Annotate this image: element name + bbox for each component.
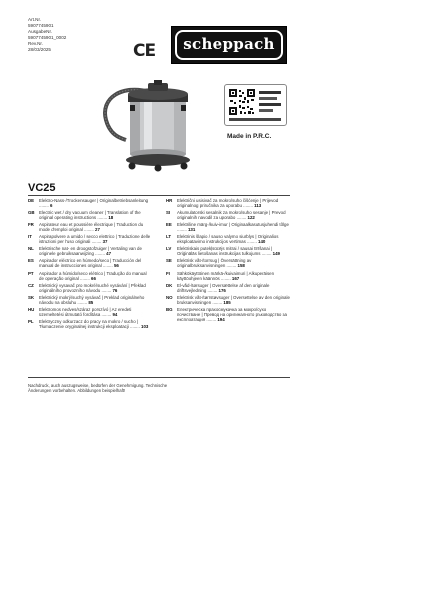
divider-bottom <box>28 377 290 378</box>
document-meta <box>28 17 66 54</box>
language-list-left <box>28 198 152 331</box>
footer-note: Nachdruck, auch auszugsweise, bedürfen der Genehmigung. Technische Änderungen vorbehalten. Abbildungen beispielhaft! <box>28 383 168 394</box>
qr-code-icon <box>225 85 286 125</box>
language-entry: IT Aspirapolvere a umido / secco elettrico | Traduzione delle istruzioni per l'uso originali ........ 37 <box>28 234 151 245</box>
language-entry: GB Electric wet / dry vacuum cleaner | Translation of the original operating instructions ........ 18 <box>28 210 141 221</box>
language-entry: LT Elektrinis šlapio / sauso valymo siurblys | Originalios eksploatavimo instrukcijos vertimas ........ 140 <box>166 234 279 245</box>
brand-name: scheppach <box>183 35 275 53</box>
language-entry: FR Aspirateur eau et poussière électrique | Traduction du mode d'emploi original ........ 27 <box>28 222 144 233</box>
qr-code-box <box>224 84 287 126</box>
language-entry: NL Elektrische nat- en droogstofzuiger | Vertaling van de originele gebruiksaanwijzing ........ 47 <box>28 246 142 257</box>
made-in-label: Made in P.R.C. <box>227 133 272 140</box>
language-entry: ES Aspirador eléctrico en húmedo/seco | Traducción del manual de instrucciones original ........ 56 <box>28 258 142 269</box>
language-entry: CZ Elektrický vysavač pro mokré/suché vysávání | Překlad originálního provozního návodu ........ 76 <box>28 282 146 293</box>
model-title: VC25 <box>28 182 56 194</box>
language-entry: SE Elektrisk våt-/torrsug | Översättning av originalbruksanvisningen ........ 158 <box>166 258 252 269</box>
language-entry: NO Elektrisk våt-/tørrstøvsuger | Oversettelse av den originale bruksanvisningen ........ 185 <box>166 294 290 305</box>
language-entry: PT Aspirador a húmido/seco elétrico | Tradução do manual de operação original ........ 66 <box>28 270 147 281</box>
ce-mark: CE <box>133 41 156 61</box>
language-entry: FI Sähkökäyttöinen märkä-/kuivaimuri | Alkuperäisen käyttöohjeen käännös ........ 167 <box>166 270 275 281</box>
language-entry: LV Elektriskais putekļsūcējs mitrai / sausai tīrīšanai | Oriģinālās lietošanas instrukcijas tulkojums ........ 149 <box>166 246 280 257</box>
issue-number-label: AusgabeNr. <box>28 29 53 35</box>
art-number-label: Art.Nr. <box>28 17 42 22</box>
product-image <box>92 80 212 172</box>
divider-top <box>28 195 290 196</box>
language-entry: DK El-våd-/tørsuger | Oversættelse af den originale driftsvejledning ........ 176 <box>166 282 270 293</box>
language-entry: HU Elektromos nedves/száraz porszívó | Az eredeti üzemeltetési útmutató fordítása ........ 94 <box>28 306 132 317</box>
revision-number-value: 28/03/2025 <box>28 46 51 52</box>
art-number-value: 5907745901 <box>28 22 54 28</box>
language-entry: HR Električni usisivač za mokro/suho čišćenje | Prijevod originalnog priručnika za uporabu ........ 113 <box>166 198 279 208</box>
issue-number-value: 5907745901_0002 <box>28 34 67 40</box>
language-list-right <box>166 198 290 324</box>
language-entry: BG Електрическа прахосмукачка за мокро/сухо почистване | Превод на оригиналното ръководство за експлоатация ........ 194 <box>166 306 287 322</box>
language-entry: SI Akumulatorski sesalnik za mokro/suho sesanje | Prevod originalnih navodil za uporabo ........ 122 <box>166 210 286 221</box>
language-entry: SK Elektrický mokrý/suchý vysávač | Preklad originálneho návodu na obsluhu ........ 85 <box>28 294 145 305</box>
language-entry: PL Elektryczny odkurzacz do pracy na mokro / sucho | Tłumaczenie oryginalnej instrukcji eksploatacji ........ 103 <box>28 318 149 329</box>
revision-number-label: Rev.Nr. <box>28 41 43 47</box>
language-entry: EE Elektriline märg-/kuiv-imur | Originaalkasutusjuhendi tõlge ........ 131 <box>166 222 289 233</box>
scheppach-logo <box>171 26 287 64</box>
language-entry: DE Elektro-Nass-/Trockensauger | Originalbetriebsanleitung ........ 6 <box>28 198 149 208</box>
